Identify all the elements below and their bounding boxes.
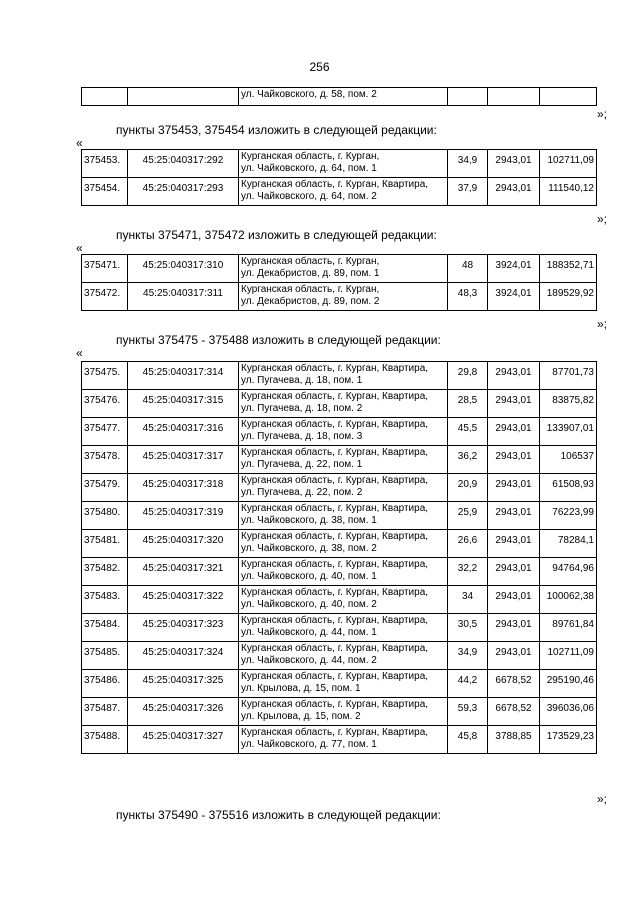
row-number: 375479. [82,474,128,502]
total-cell: 173529,23 [540,726,597,754]
address-line-2: ул. Чайковского, д. 40, пом. 2 [241,599,377,610]
total-cell: 94764,96 [540,558,597,586]
cadastral-number: 45:25:040317:315 [128,390,239,418]
address-cell [239,150,448,178]
price-cell: 6678,52 [488,670,540,698]
address-line-1: Курганская область, г. Курган, Квартира, [241,643,429,654]
row-number: 375453. [82,150,128,178]
open-quote: « [76,241,83,255]
area-cell: 37,9 [448,178,488,206]
price-cell: 2943,01 [488,558,540,586]
table-row [82,362,597,390]
table-row [82,474,597,502]
table-row [82,283,597,311]
area-cell: 59,3 [448,698,488,726]
address-line-2: ул. Чайковского, д. 40, пом. 1 [241,571,377,582]
address-line-1: Курганская область, г. Курган, Квартира, [241,699,429,710]
address-cell [239,178,448,206]
address-line-1: Курганская область, г. Курган, Квартира, [241,391,429,402]
row-number: 375485. [82,642,128,670]
cadastral-number: 45:25:040317:317 [128,446,239,474]
address-line-1: Курганская область, г. Курган, Квартира, [241,615,429,626]
table-row [82,726,597,754]
address-line-2: ул. Чайковского, д. 38, пом. 2 [241,543,377,554]
address-cell [239,698,448,726]
cadastral-number: 45:25:040317:311 [128,283,239,311]
row-number: 375480. [82,502,128,530]
total-cell: 87701,73 [540,362,597,390]
area-cell: 48,3 [448,283,488,311]
address-cell [239,726,448,754]
row-number: 375488. [82,726,128,754]
address-line-1: Курганская область, г. Курган, [241,256,380,267]
area-cell: 36,2 [448,446,488,474]
total-cell: 100062,38 [540,586,597,614]
address-cell [239,283,448,311]
area-cell: 45,8 [448,726,488,754]
address-cell [239,362,448,390]
section-table [81,149,597,206]
address-line-1: Курганская область, г. Курган, Квартира, [241,363,429,374]
total-cell: 102711,09 [540,150,597,178]
price-cell: 2943,01 [488,530,540,558]
address-line-2: ул. Пугачева, д. 22, пом. 1 [241,459,363,470]
address-line-2: ул. Пугачева, д. 18, пом. 2 [241,403,363,414]
address-line-2: ул. Пугачева, д. 22, пом. 2 [241,487,363,498]
address-line-1: Курганская область, г. Курган, Квартира, [241,531,429,542]
address-line-2: ул. Чайковского, д. 64, пом. 1 [241,163,377,174]
address-line-1: Курганская область, г. Курган, Квартира, [241,503,429,514]
open-quote: « [76,136,83,150]
price-cell: 3924,01 [488,255,540,283]
row-number: 375487. [82,698,128,726]
cadastral-number: 45:25:040317:323 [128,614,239,642]
section-heading: пункты 375471, 375472 изложить в следующей редакции: [116,228,437,242]
address-line-2: ул. Чайковского, д. 44, пом. 2 [241,655,377,666]
area-cell: 29,8 [448,362,488,390]
area-cell: 30,5 [448,614,488,642]
table-row [82,558,597,586]
area-cell: 25,9 [448,502,488,530]
cadastral-number: 45:25:040317:314 [128,362,239,390]
address-cell [239,418,448,446]
address-cell [239,474,448,502]
cadastral-number: 45:25:040317:321 [128,558,239,586]
section-heading: пункты 375453, 375454 изложить в следующей редакции: [116,123,437,137]
address-line-2: ул. Крылова, д. 15, пом. 2 [241,711,361,722]
address-line-1: Курганская область, г. Курган, Квартира, [241,447,429,458]
address-line-2: ул. Чайковского, д. 77, пом. 1 [241,739,377,750]
address-line-1: Курганская область, г. Курган, Квартира, [241,671,429,682]
price-cell: 2943,01 [488,418,540,446]
price-cell: 2943,01 [488,446,540,474]
table-row [82,178,597,206]
cadastral-number: 45:25:040317:322 [128,586,239,614]
price-cell: 2943,01 [488,502,540,530]
price-cell: 6678,52 [488,698,540,726]
row-number: 375476. [82,390,128,418]
address-cell: ул. Чайковского, д. 58, пом. 2 [239,88,448,106]
address-line-2: ул. Пугачева, д. 18, пом. 1 [241,375,363,386]
address-cell [239,614,448,642]
area-cell: 34 [448,586,488,614]
address-line-2: ул. Чайковского, д. 44, пом. 1 [241,627,377,638]
price-cell: 2943,01 [488,474,540,502]
area-cell: 20,9 [448,474,488,502]
total-cell: 133907,01 [540,418,597,446]
area-cell: 34,9 [448,642,488,670]
area-cell: 48 [448,255,488,283]
area-cell: 34,9 [448,150,488,178]
table-row [82,255,597,283]
open-quote: « [76,346,83,360]
area-cell: 28,5 [448,390,488,418]
table-row [82,614,597,642]
address-line-1: Курганская область, г. Курган, Квартира, [241,419,429,430]
price-cell: 2943,01 [488,150,540,178]
section-heading: пункты 375475 - 375488 изложить в следующей редакции: [116,333,441,347]
address-line-1: Курганская область, г. Курган, Квартира, [241,475,429,486]
row-number: 375472. [82,283,128,311]
section-table [81,361,597,754]
address-cell [239,558,448,586]
cadastral-number: 45:25:040317:310 [128,255,239,283]
address-cell [239,530,448,558]
continuation-table [81,87,597,106]
address-line-2: ул. Декабристов, д. 89, пом. 1 [241,268,380,279]
price-cell: 2943,01 [488,586,540,614]
price-cell: 3788,85 [488,726,540,754]
row-number: 375481. [82,530,128,558]
price-cell: 3924,01 [488,283,540,311]
table-row [82,390,597,418]
total-cell: 89761,84 [540,614,597,642]
address-cell [239,502,448,530]
table-row [82,446,597,474]
total-cell: 83875,82 [540,390,597,418]
cadastral-number: 45:25:040317:326 [128,698,239,726]
address-line-1: Курганская область, г. Курган, Квартира, [241,179,429,190]
total-cell: 188352,71 [540,255,597,283]
table-row [82,530,597,558]
cadastral-number: 45:25:040317:318 [128,474,239,502]
price-cell: 2943,01 [488,178,540,206]
table-row [82,586,597,614]
row-number: 375475. [82,362,128,390]
address-cell [239,586,448,614]
row-number: 375486. [82,670,128,698]
section-table [81,254,597,311]
price-cell: 2943,01 [488,614,540,642]
address-line-2: ул. Пугачева, д. 18, пом. 3 [241,431,363,442]
table-row [82,502,597,530]
page-number: 256 [309,60,330,74]
close-quote: »; [596,317,607,331]
area-cell: 32,2 [448,558,488,586]
address-line-1: Курганская область, г. Курган, Квартира, [241,727,429,738]
cadastral-number: 45:25:040317:316 [128,418,239,446]
address-line-2: ул. Декабристов, д. 89, пом. 2 [241,296,380,307]
section-heading: пункты 375490 - 375516 изложить в следующей редакции: [116,808,441,822]
close-quote: »; [596,212,607,226]
table-row [82,642,597,670]
table-row [82,418,597,446]
row-number: 375477. [82,418,128,446]
area-cell: 45,5 [448,418,488,446]
address-cell [239,642,448,670]
address-cell [239,255,448,283]
area-cell: 44,2 [448,670,488,698]
address-line-1: Курганская область, г. Курган, [241,151,380,162]
close-quote: »; [596,792,607,806]
cadastral-number: 45:25:040317:325 [128,670,239,698]
total-cell: 102711,09 [540,642,597,670]
cadastral-number: 45:25:040317:320 [128,530,239,558]
price-cell: 2943,01 [488,390,540,418]
row-number: 375482. [82,558,128,586]
row-number: 375483. [82,586,128,614]
address-line-2: ул. Крылова, д. 15, пом. 1 [241,683,361,694]
row-number: 375471. [82,255,128,283]
address-line-1: Курганская область, г. Курган, [241,284,380,295]
address-cell [239,670,448,698]
close-quote: »; [596,107,607,121]
table-row [82,88,597,106]
total-cell: 396036,06 [540,698,597,726]
total-cell: 111540,12 [540,178,597,206]
row-number: 375478. [82,446,128,474]
address-line-1: Курганская область, г. Курган, Квартира, [241,587,429,598]
address-line-2: ул. Чайковского, д. 64, пом. 2 [241,191,377,202]
address-cell [239,446,448,474]
table-row [82,670,597,698]
address-cell [239,390,448,418]
cadastral-number: 45:25:040317:293 [128,178,239,206]
cadastral-number: 45:25:040317:319 [128,502,239,530]
area-cell: 26,6 [448,530,488,558]
table-row [82,698,597,726]
total-cell: 61508,93 [540,474,597,502]
total-cell: 78284,1 [540,530,597,558]
address-line-1: Курганская область, г. Курган, Квартира, [241,559,429,570]
cadastral-number: 45:25:040317:324 [128,642,239,670]
cadastral-number: 45:25:040317:292 [128,150,239,178]
total-cell: 106537 [540,446,597,474]
cadastral-number: 45:25:040317:327 [128,726,239,754]
total-cell: 295190,46 [540,670,597,698]
price-cell: 2943,01 [488,362,540,390]
address-line-2: ул. Чайковского, д. 38, пом. 1 [241,515,377,526]
row-number: 375454. [82,178,128,206]
table-row [82,150,597,178]
price-cell: 2943,01 [488,642,540,670]
row-number: 375484. [82,614,128,642]
total-cell: 76223,99 [540,502,597,530]
total-cell: 189529,92 [540,283,597,311]
